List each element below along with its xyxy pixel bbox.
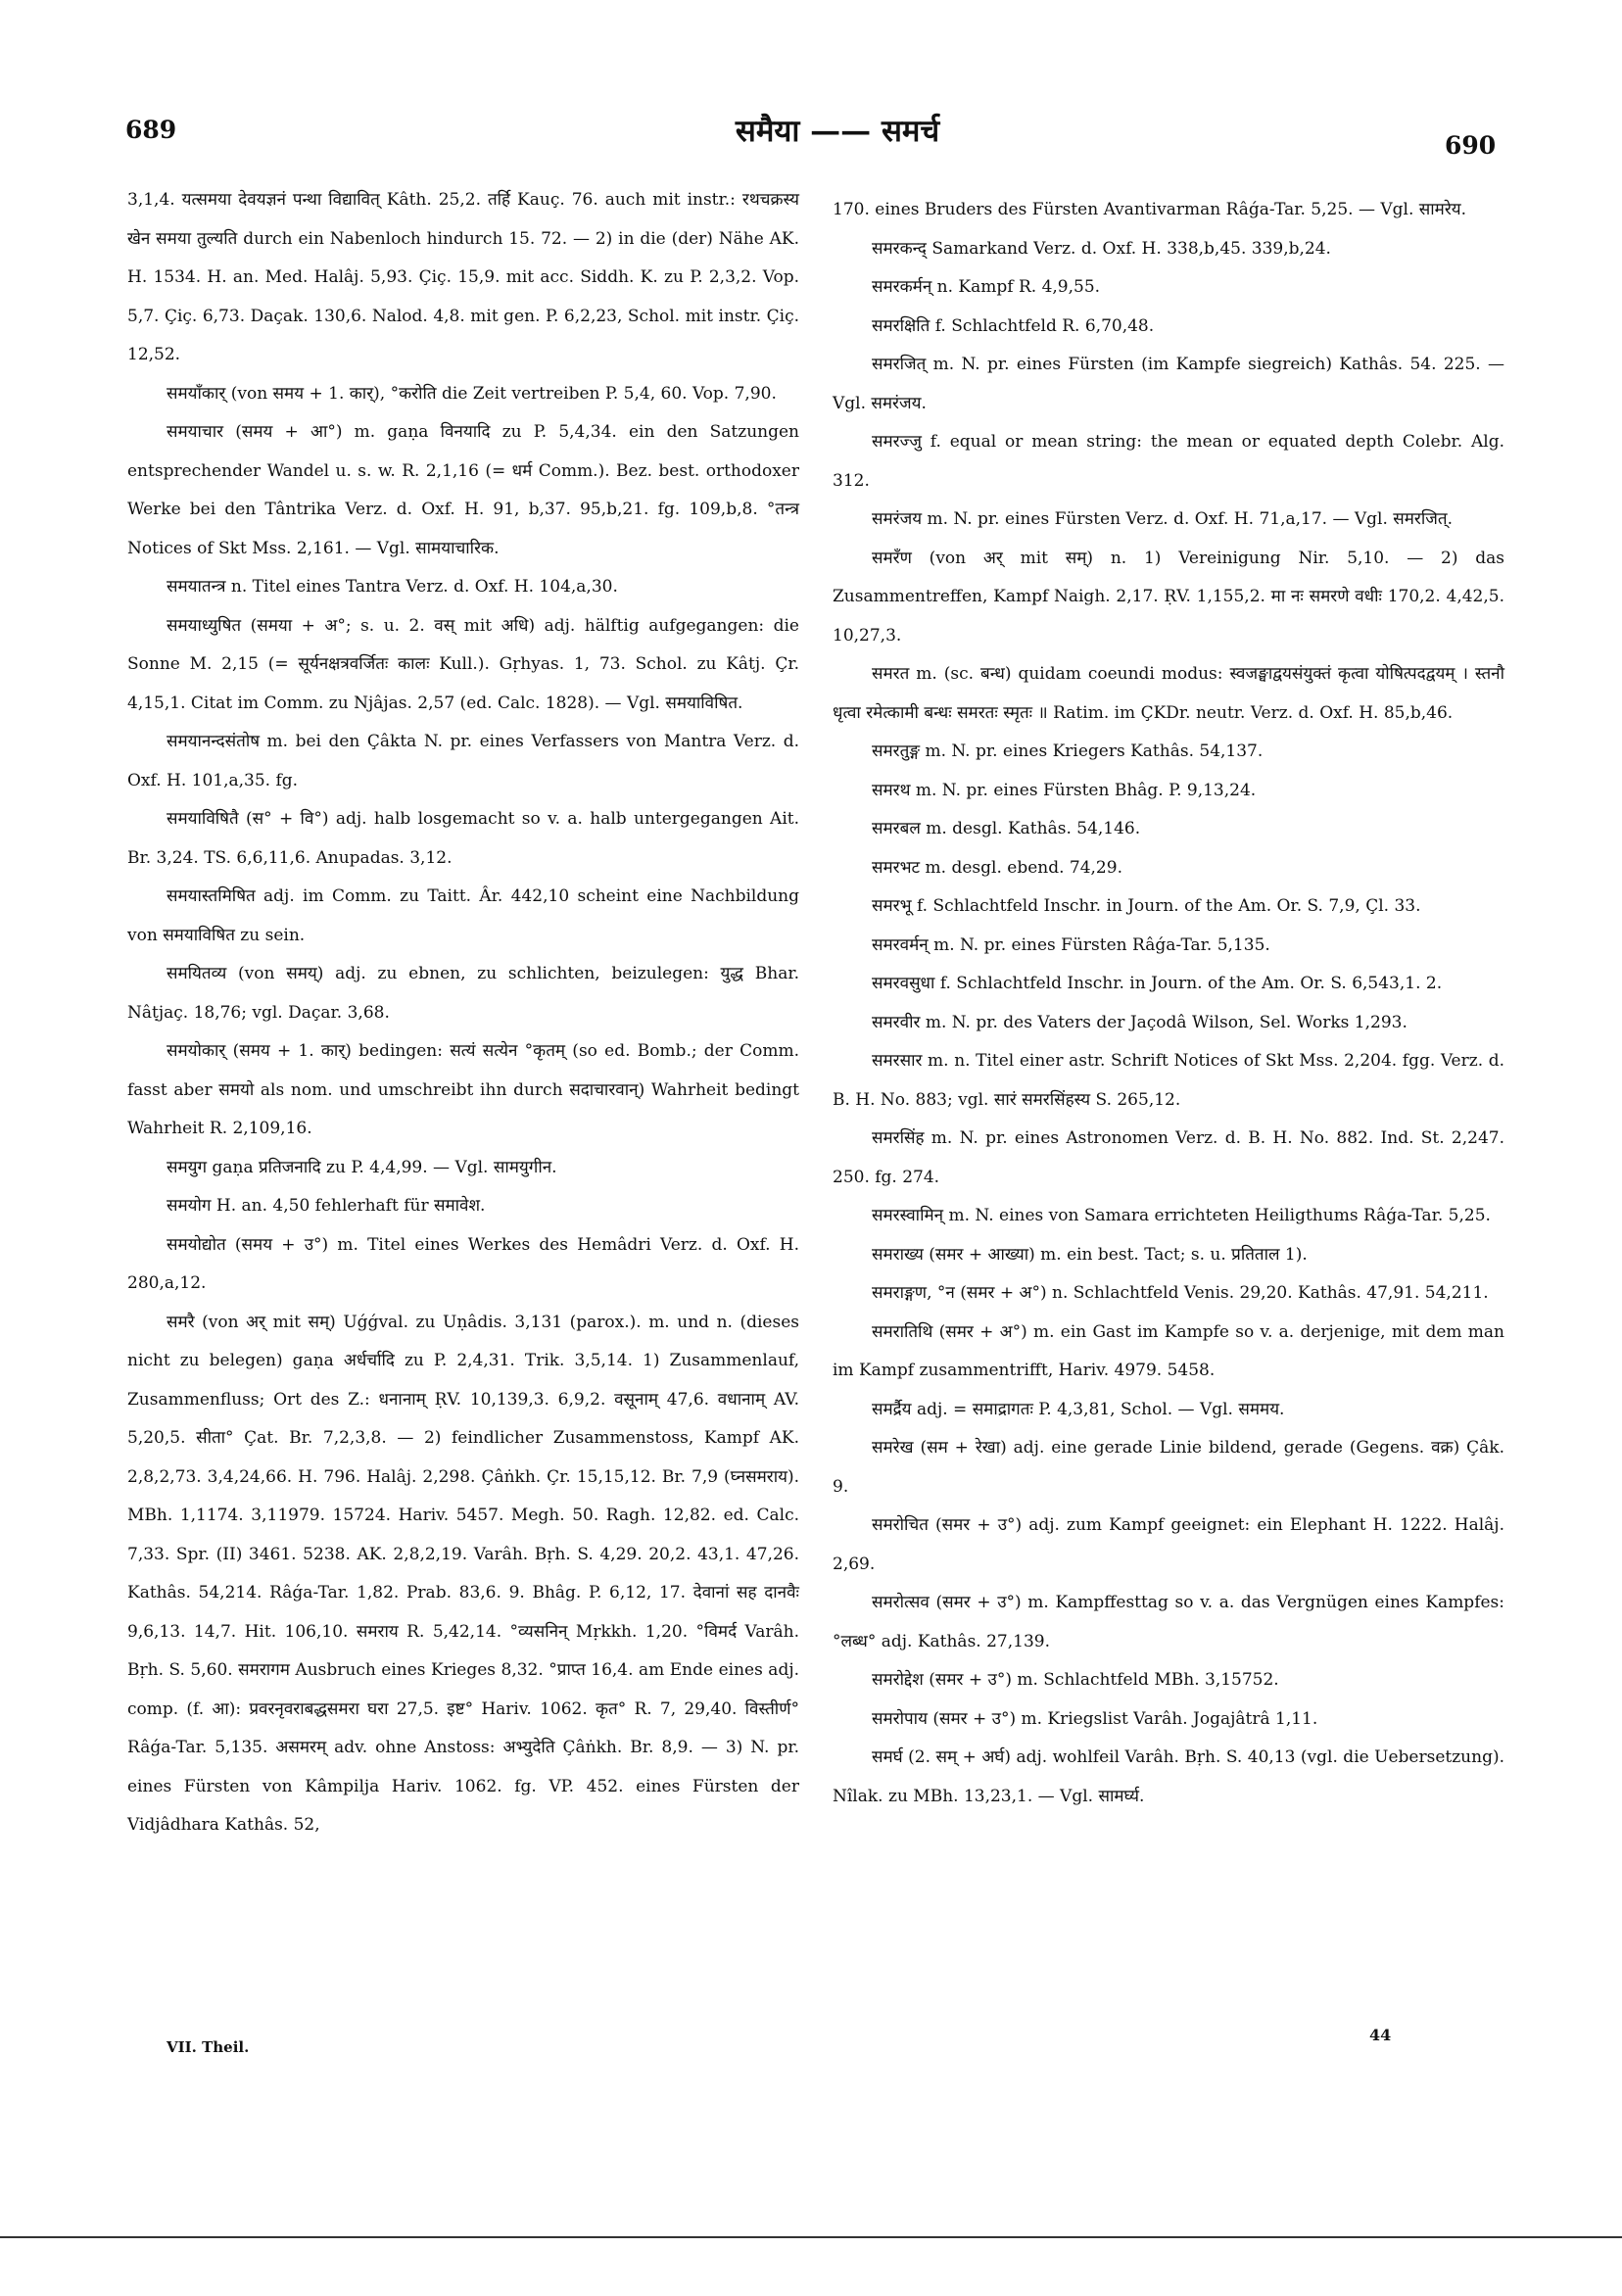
entry: समरँण (von अर् mit सम्) n. 1) Vereinigung Nir. 5,10. — 2) das Zusammentreffen, Kampf Naigh. 2,17. ṚV. 1,155,2. मा नः समरणे वधीः 170,2. 4,42,5. 10,27,3. [833,548,1504,646]
entry: समरातिथि (समर + अ°) m. ein Gast im Kampfe so v. a. derjenige, mit dem man im Kampf zusammentrifft, Hariv. 4979. 5458. [833,1321,1504,1380]
entry: समर्घ (2. सम् + अर्घ) adj. wohlfeil Varâh. Bṛh. S. 40,13 (vgl. die Uebersetzung). Nîlak. zu MBh. 13,23,1. — Vgl. सामर्घ्य. [833,1747,1504,1806]
entry: समर्द्रैय adj. = समाद्रागतः P. 4,3,81, Schol. — Vgl. सममय. [872,1399,1285,1419]
entry: समरतुङ्ग m. N. pr. eines Kriegers Kathâs. 54,137. [872,741,1264,761]
entry: समरेख (सम + रेखा) adj. eine gerade Linie bildend, gerade (Gegens. वक्र) Çâk. 9. [833,1438,1504,1497]
entry: समरस्वामिन् m. N. eines von Samara errichteten Heiligthums Râǵa-Tar. 5,25. [872,1206,1491,1225]
entry: समयुग gaṇa प्रतिजनादि zu P. 4,4,99. — Vgl. सामयुगीन. [167,1157,557,1177]
entry: समयाध्युषित (समया + अ°; s. u. 2. वस् mit अधि) adj. hälftig aufgegangen: die Sonne M. 2,15 (= सूर्यनक्षत्रवर्जितः कालः Kull.). Gṛhyas. 1, 73. Schol. zu Kâtj. Çr. 4,15,1. Citat im Comm. zu Njâjas. 2,57 (ed. Calc. 1828). — Vgl. समयाविषित. [127,615,799,713]
signature-mark: 44 [1369,2026,1392,2044]
entry: समरसार m. n. Titel einer astr. Schrift Notices of Skt Mss. 2,204. fgg. Verz. d. B. H. No. 883; vgl. सारं समरसिंहस्य S. 265,12. [833,1051,1504,1110]
entry: समयास्तमिषित adj. im Comm. zu Taitt. Âr. 442,10 scheint eine Nachbildung von समयाविषित zu sein. [127,886,799,945]
entry: समयाविषितै (स° + वि°) adj. halb losgemacht so v. a. halb untergegangen Ait. Br. 3,24. TS. 6,6,11,6. Anupadas. 3,12. [127,809,799,868]
entry: समरवसुधा f. Schlachtfeld Inschr. in Journ. of the Am. Or. S. 6,543,1. 2. [872,974,1443,993]
entry: समयानन्दसंतोष m. bei den Çâkta N. pr. eines Verfassers von Mantra Verz. d. Oxf. H. 101,a,35. fg. [127,732,799,790]
entry: समरै (von अर् mit सम्) Uǵǵval. zu Uṇâdis. 3,131 (parox.). m. und n. (dieses nicht zu belegen) gaṇa अर्धर्चादि zu P. 2,4,31. Trik. 3,5,14. 1) Zusammenlauf, Zusammenfluss; Ort des Z.: धनानाम् ṚV. 10,139,3. 6,9,2. वसूनाम् 47,6. वधानाम् AV. 5,20,5. सीता° Çat. Br. 7,2,3,8. — 2) feindlicher Zusammenstoss, Kampf AK. 2,8,2,73. 3,4,24,66. H. 796. Halâj. 2,298. Çâṅkh. Çr. 15,15,12. Br. 7,9 (घ्नसमराय). MBh. 1,1174. 3,11979. 15724. Hariv. 5457. Megh. 50. Ragh. 12,82. ed. Calc. 7,33. Spr. (II) 3461. 5238. AK. 2,8,2,19. Varâh. Bṛh. S. 4,29. 20,2. 43,1. 47,26. Kathâs. 54,214. Râǵa-Tar. 1,82. Prab. 83,6. 9. Bhâg. P. 6,12, 17. देवानां सह दानवैः 9,6,13. 14,7. Hit. 106,10. समराय R. 5,42,14. °व्यसनिन् Mṛkkh. 1,20. °विमर्द Varâh. Bṛh. S. 5,60. समरागम Ausbruch eines Krieges 8,32. °प्राप्त 16,4. am Ende eines adj. comp. (f. आ): प्रवरनृवराबद्धसमरा घरा 27,5. इष्ट° Hariv. 1062. कृत° R. 7, 29,40. विस्तीर्ण° Râǵa-Tar. 5,135. असमरम् adv. ohne Anstoss: अभ्युदेति Çâṅkh. Br. 8,9. — 3) N. pr. eines Fürsten von Kâmpilja Hariv. 1062. fg. VP. 452. eines Fürsten der Vidjâdhara Kathâs. 52, [127,1312,799,1835]
right-page-number: 690 [1445,131,1497,160]
entry: समरभट m. desgl. ebend. 74,29. [872,857,1122,878]
entry: समरत m. (sc. बन्ध) quidam coeundi modus: स्वजङ्घाद्वयसंयुक्तं कृत्वा योषित्पदद्वयम् । स्तनौ धृत्वा रमेत्कामी बन्धः समरतः स्मृतः ॥ Ratim. im ÇKDr. neutr. Verz. d. Oxf. H. 85,b,46. [833,664,1504,723]
scan-edge-rule [0,2236,1622,2238]
entry: समयोद्योत (समय + उ°) m. Titel eines Werkes des Hemâdri Verz. d. Oxf. H. 280,a,12. [127,1234,799,1293]
entry: समरवीर m. N. pr. des Vaters der Jaçodâ Wilson, Sel. Works 1,293. [872,1012,1407,1032]
entry: समरजित् m. N. pr. eines Fürsten (im Kampfe siegreich) Kathâs. 54. 225. — Vgl. समरंजय. [833,355,1504,413]
volume-note: VII. Theil. [167,2038,250,2056]
entry: समयातन्त्र n. Titel eines Tantra Verz. d. Oxf. H. 104,a,30. [167,577,618,597]
entry: समरोपाय (समर + उ°) m. Kriegslist Varâh. Jogajâtrâ 1,11. [872,1708,1318,1729]
entry: समयोग H. an. 4,50 fehlerhaft für समावेश. [167,1196,486,1216]
entry: समरबल m. desgl. Kathâs. 54,146. [872,819,1141,838]
entry: 170. eines Bruders des Fürsten Avantivarman Râǵa-Tar. 5,25. — Vgl. सामरेय. [833,200,1467,219]
entry: समरवर्मन् m. N. pr. eines Fürsten Râǵa-Tar. 5,135. [872,934,1270,955]
entry: समयितव्य (von समय्) adj. zu ebnen, zu schlichten, beizulegen: युद्ध Bhar. Nâṭjaç. 18,76; vgl. Daçar. 3,68. [127,964,799,1023]
right-column [833,191,1504,1816]
entry: समराख्य (समर + आख्या) m. ein best. Tact; s. u. प्रतिताल 1). [872,1244,1308,1265]
entry: समयाचार (समय + आ°) m. gaṇa विनयादि zu P. 5,4,34. ein den Satzungen entsprechender Wandel u. s. w. R. 2,1,16 (= धर्म Comm.). Bez. best. orthodoxer Werke bei den Tântrika Verz. d. Oxf. H. 91, b,37. 95,b,21. fg. 109,b,8. °तन्त्र Notices of Skt Mss. 2,161. — Vgl. सामयाचारिक. [127,422,799,558]
entry: समरोद्देश (समर + उ°) m. Schlachtfeld MBh. 3,15752. [872,1670,1279,1690]
left-page-number: 689 [125,116,177,144]
entry: समरोचित (समर + उ°) adj. zum Kampf geeignet: ein Elephant H. 1222. Halâj. 2,69. [833,1515,1504,1574]
entry: समरज्जु f. equal or mean string: the mean or equated depth Colebr. Alg. 312. [833,432,1504,491]
entry: समरसिंह m. N. pr. eines Astronomen Verz. d. B. H. No. 882. Ind. St. 2,247. 250. fg. 274. [833,1128,1504,1187]
entry: समरक्षिति f. Schlachtfeld R. 6,70,48. [872,315,1155,336]
running-title: समैया —— समर्च [735,114,940,149]
entry: समयाँकार् (von समय + 1. कार्), °करोति die Zeit vertreiben P. 5,4, 60. Vop. 7,90. [167,383,777,404]
entry: समरकन्द् Samarkand Verz. d. Oxf. H. 338,b,45. 339,b,24. [872,238,1331,259]
entry: समरभू f. Schlachtfeld Inschr. in Journ. of the Am. Or. S. 7,9, Çl. 33. [872,896,1421,916]
left-column [127,181,799,1845]
entry: समयोकार् (समय + 1. कार्) bedingen: सत्यं सत्येन °कृतम् (so ed. Bomb.; der Comm. fasst aber समयो als nom. und umschreibt ihn durch सदाचारवान्) Wahrheit bedingt Wahrheit R. 2,109,16. [127,1041,799,1138]
entry: समरंजय m. N. pr. eines Fürsten Verz. d. Oxf. H. 71,a,17. — Vgl. समरजित्. [872,509,1453,529]
entry: 3,1,4. यत्समया देवयज्ञनं पन्था विद्यावित् Kâth. 25,2. तर्हि Kauç. 76. auch mit instr.: रथचक्रस्य खेन समया तुल्यति durch ein Nabenloch hindurch 15. 72. — 2) in die (der) Nähe AK. H. 1534. H. an. Med. Halâj. 5,93. Çiç. 15,9. mit acc. Siddh. K. zu P. 2,3,2. Vop. 5,7. Çiç. 6,73. Daçak. 130,6. Nalod. 4,8. mit gen. P. 6,2,23, Schol. mit instr. Çiç. 12,52. [127,190,799,364]
entry: समराङ्गण, °न (समर + अ°) n. Schlachtfeld Venis. 29,20. Kathâs. 47,91. 54,211. [872,1283,1489,1303]
entry: समरकर्मन् n. Kampf R. 4,9,55. [872,277,1101,297]
entry: समरथ m. N. pr. eines Fürsten Bhâg. P. 9,13,24. [872,780,1257,800]
entry: समरोत्सव (समर + उ°) m. Kampffesttag so v. a. das Vergnügen eines Kampfes: °लब्ध° adj. Kathâs. 27,139. [833,1593,1504,1651]
